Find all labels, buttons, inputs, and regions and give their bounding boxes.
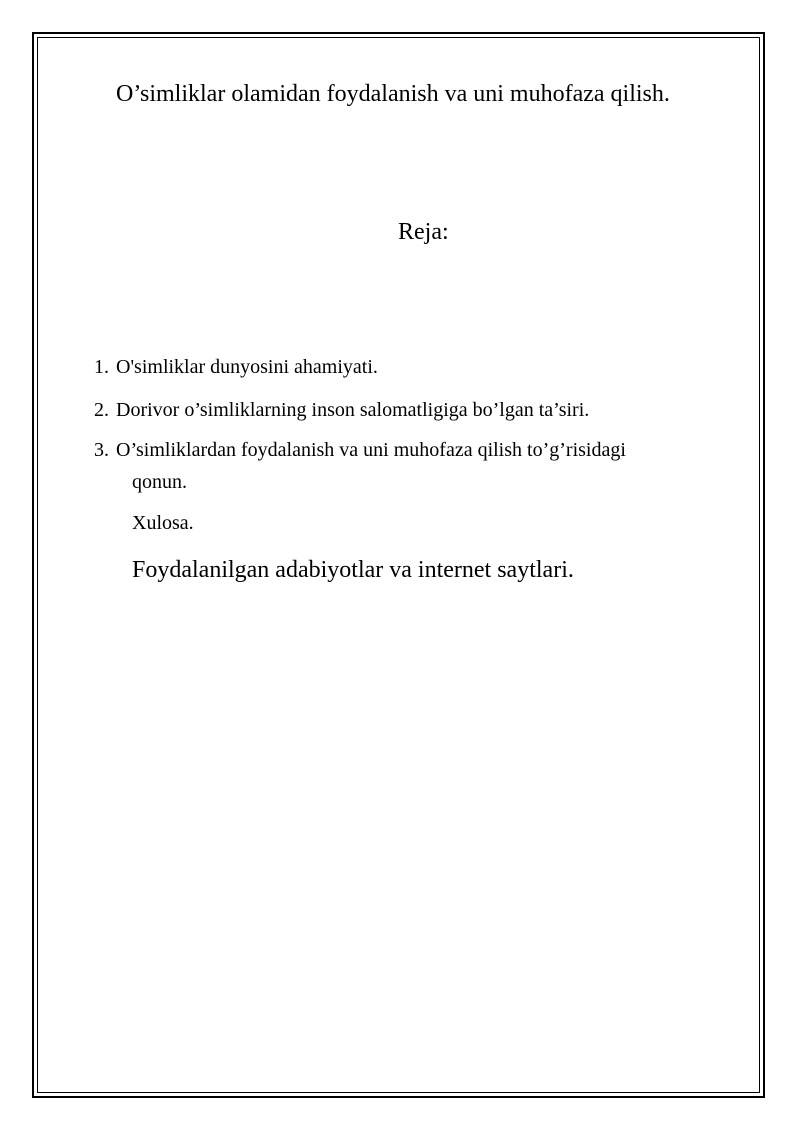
plan-item-text: Dorivor o’simliklarning inson salomatligiga bo’lgan ta’siri. bbox=[116, 399, 590, 421]
document-title: O’simliklar olamidan foydalanish va uni muhofaza qilish. bbox=[116, 81, 670, 107]
plan-item-number: 1. bbox=[94, 356, 109, 378]
plan-item-number: 3. bbox=[94, 439, 109, 461]
references-line: Foydalanilgan adabiyotlar va internet saytlari. bbox=[132, 557, 574, 583]
plan-item-text: O’simliklardan foydalanish va uni muhofaza qilish to’g’risidagi bbox=[116, 439, 626, 461]
plan-heading: Reja: bbox=[398, 219, 449, 245]
plan-item-continuation: qonun. bbox=[132, 471, 187, 493]
plan-item-text: O'simliklar dunyosini ahamiyati. bbox=[116, 356, 378, 378]
conclusion-line: Xulosa. bbox=[132, 512, 194, 534]
plan-item-number: 2. bbox=[94, 399, 109, 421]
